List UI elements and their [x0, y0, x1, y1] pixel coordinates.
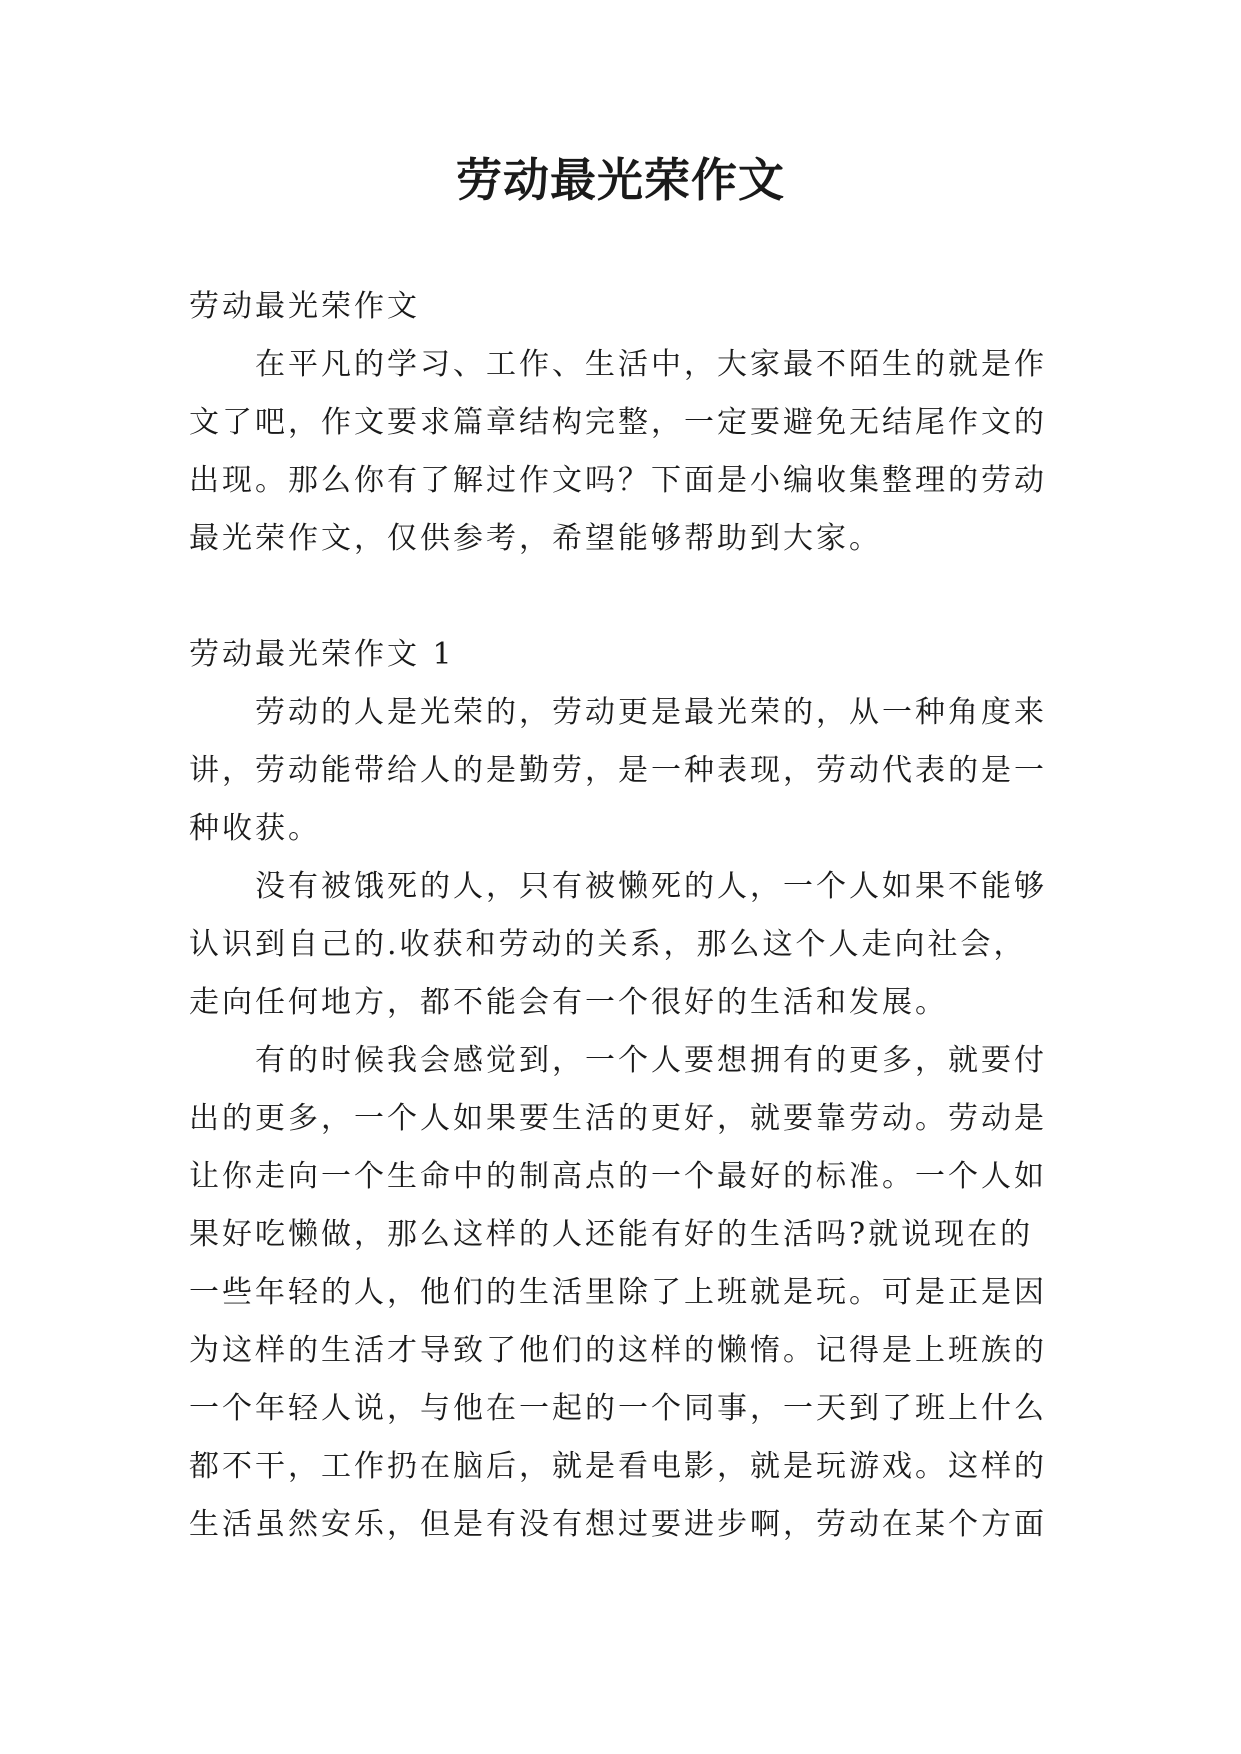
text-line: 一些年轻的人，他们的生活里除了上班就是玩。可是正是因 — [189, 1275, 1047, 1310]
text-line: 走向任何地方，都不能会有一个很好的生活和发展。 — [189, 985, 948, 1020]
blank-line — [189, 568, 1051, 626]
text-line: 一个年轻人说，与他在一起的一个同事，一天到了班上什么 — [189, 1391, 1047, 1426]
text-line: 劳动最光荣作文 — [189, 289, 420, 324]
text-line: 最光荣作文，仅供参考，希望能够帮助到大家。 — [189, 521, 882, 556]
document-body — [189, 278, 1051, 1554]
document-title: 劳动最光荣作文 — [456, 153, 785, 207]
text-line: 没有被饿死的人，只有被懒死的人，一个人如果不能够 — [255, 869, 1047, 904]
text-line: 为这样的生活才导致了他们的这样的懒惰。记得是上班族的 — [189, 1333, 1047, 1368]
text-line: 有的时候我会感觉到，一个人要想拥有的更多，就要付 — [255, 1043, 1047, 1078]
text-line: 讲，劳动能带给人的是勤劳，是一种表现，劳动代表的是一 — [189, 753, 1047, 788]
text-line: 都不干，工作扔在脑后，就是看电影，就是玩游戏。这样的 — [189, 1449, 1047, 1484]
text-line: 劳动最光荣作文 1 — [189, 637, 455, 672]
text-line: 出现。那么你有了解过作文吗？下面是小编收集整理的劳动 — [189, 463, 1047, 498]
text-line: 文了吧，作文要求篇章结构完整，一定要避免无结尾作文的 — [189, 405, 1047, 440]
text-line: 种收获。 — [189, 811, 321, 846]
text-line: 果好吃懒做，那么这样的人还能有好的生活吗?就说现在的 — [189, 1217, 1034, 1252]
text-line: 出的更多，一个人如果要生活的更好，就要靠劳动。劳动是 — [189, 1101, 1047, 1136]
text-line: 让你走向一个生命中的制高点的一个最好的标准。一个人如 — [189, 1159, 1047, 1194]
text-line: 劳动的人是光荣的，劳动更是最光荣的，从一种角度来 — [255, 695, 1047, 730]
text-line: 生活虽然安乐，但是有没有想过要进步啊，劳动在某个方面 — [189, 1507, 1047, 1542]
text-line: 在平凡的学习、工作、生活中，大家最不陌生的就是作 — [255, 347, 1047, 382]
text-line: 认识到自己的.收获和劳动的关系，那么这个人走向社会， — [189, 927, 1027, 962]
